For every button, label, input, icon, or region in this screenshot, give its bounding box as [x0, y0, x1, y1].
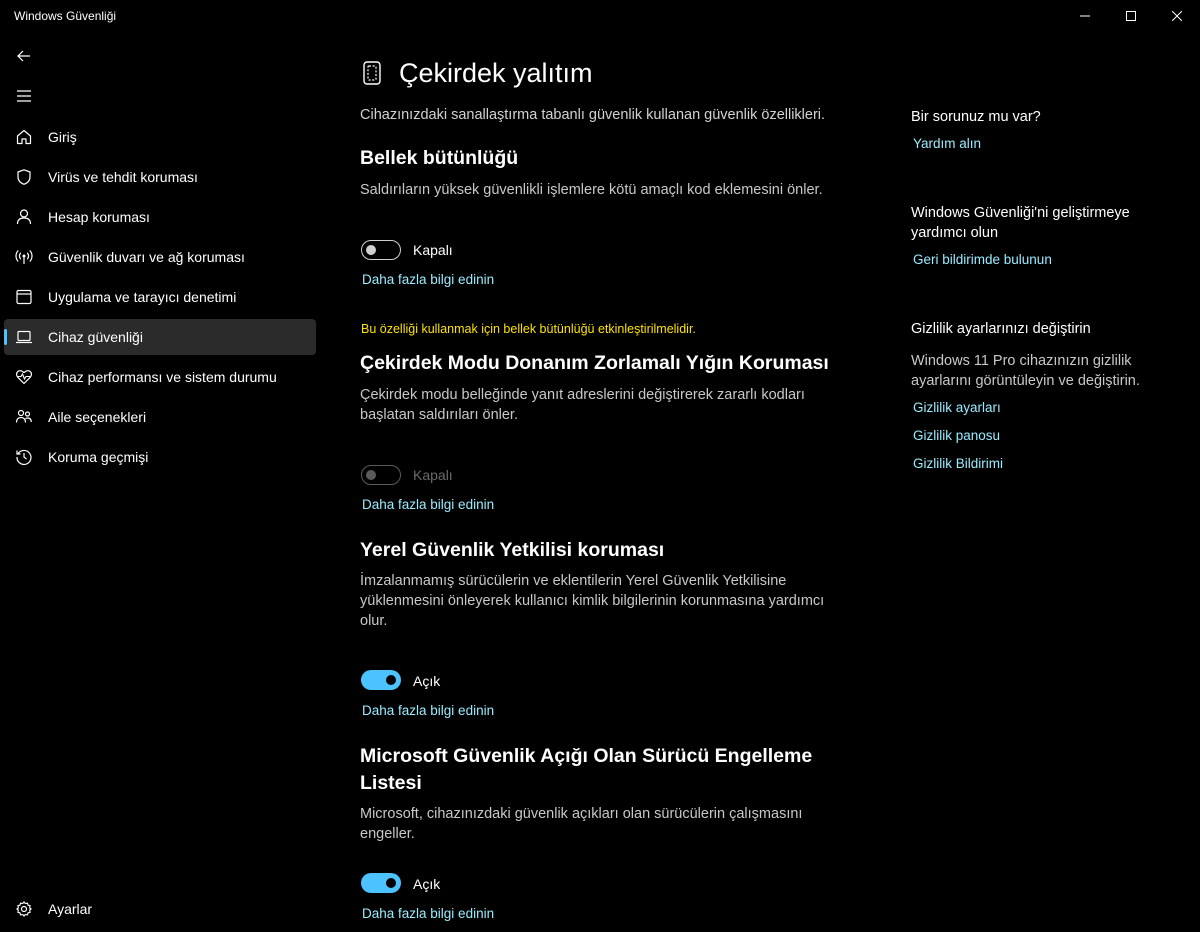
- antenna-icon: [14, 247, 34, 267]
- hamburger-menu-icon: [16, 89, 32, 103]
- minimize-icon: [1080, 11, 1090, 21]
- kernel-stack-protection-toggle: [361, 465, 401, 485]
- sidebar-item-home[interactable]: [4, 119, 316, 155]
- lsa-learn-more-link[interactable]: Daha fazla bilgi edinin: [362, 703, 495, 718]
- privacy-settings-link[interactable]: Gizlilik ayarları: [913, 400, 1001, 415]
- sidebar-item-app-browser-control[interactable]: [4, 279, 316, 315]
- memory-integrity-toggle[interactable]: [361, 240, 401, 260]
- get-help-link[interactable]: Yardım alın: [913, 136, 982, 151]
- sidebar-item-family-options[interactable]: [4, 399, 316, 435]
- home-icon: [14, 127, 34, 147]
- sidebar-item-firewall[interactable]: [4, 239, 316, 275]
- driver-blocklist-description: Microsoft, cihazınızdaki güvenlik açıkları olan sürücülerin çalışmasını engeller.: [360, 806, 803, 842]
- driver-blocklist-toggle-label: Açık: [413, 876, 441, 892]
- warning-text: Bu özelliği kullanmak için bellek bütünlüğü etkinleştirilmelidir.: [361, 322, 696, 336]
- sidebar-item-label: Ayarlar: [48, 901, 93, 917]
- sidebar-item-settings[interactable]: [4, 891, 316, 927]
- title-bar: [0, 0, 1200, 32]
- sidebar-item-virus-protection[interactable]: [4, 159, 316, 195]
- sidebar-item-label: Virüs ve tehdit koruması: [48, 169, 198, 185]
- driver-blocklist-learn-more-link[interactable]: Daha fazla bilgi edinin: [362, 906, 495, 921]
- privacy-description: Windows 11 Pro cihazınızın gizlilik ayarlarını görüntüleyin ve değiştirin.: [911, 353, 1140, 389]
- sidebar-item-label: Güvenlik duvarı ve ağ koruması: [48, 249, 245, 265]
- sidebar-item-account-protection[interactable]: [4, 199, 316, 235]
- heart-pulse-icon: [14, 367, 34, 387]
- privacy-heading: Gizlilik ayarlarınızı değiştirin: [911, 321, 1091, 337]
- memory-integrity-title: Bellek bütünlüğü: [360, 147, 519, 169]
- kernel-stack-learn-more-link[interactable]: Daha fazla bilgi edinin: [362, 497, 495, 512]
- memory-integrity-learn-more-link[interactable]: Daha fazla bilgi edinin: [362, 272, 495, 287]
- driver-blocklist-toggle[interactable]: [361, 873, 401, 893]
- kernel-stack-protection-toggle-label: Kapalı: [413, 467, 453, 483]
- maximize-button[interactable]: [1108, 0, 1154, 32]
- core-isolation-icon: [360, 60, 384, 86]
- back-button[interactable]: [4, 38, 44, 74]
- sidebar-item-label: Uygulama ve tarayıcı denetimi: [48, 289, 237, 305]
- kernel-stack-protection-description: Çekirdek modu belleğinde yanıt adreslerini değiştirerek zararlı kodları başlatan saldırıları önler.: [360, 387, 805, 423]
- page-title: Çekirdek yalıtım: [399, 58, 593, 88]
- selection-indicator: [4, 329, 7, 345]
- person-icon: [14, 207, 34, 227]
- gear-icon: [14, 899, 34, 919]
- lsa-protection-description: İmzalanmamış sürücülerin ve eklentilerin Yerel Güvenlik Yetkilisine yüklenmesini önleyerek kullanıcı kimlik bilgilerinin korunmasına yardımcı olur.: [360, 573, 825, 629]
- app-browser-icon: [14, 287, 34, 307]
- lsa-protection-title: Yerel Güvenlik Yetkilisi koruması: [360, 539, 665, 561]
- privacy-statement-link[interactable]: Gizlilik Bildirimi: [913, 456, 1003, 471]
- close-icon: [1172, 11, 1182, 21]
- history-icon: [14, 447, 34, 467]
- toggle-knob: [366, 245, 376, 255]
- family-icon: [14, 407, 34, 427]
- sidebar-item-label: Aile seçenekleri: [48, 409, 147, 425]
- close-button[interactable]: [1154, 0, 1200, 32]
- sidebar-item-label: Hesap koruması: [48, 209, 150, 225]
- sidebar-item-label: Giriş: [48, 129, 77, 145]
- window-title: Windows Güvenliği: [14, 9, 117, 23]
- feedback-heading: Windows Güvenliği'ni geliştirmeye yardımcı olun: [911, 205, 1130, 241]
- privacy-dashboard-link[interactable]: Gizlilik panosu: [913, 428, 1001, 443]
- sidebar-item-protection-history[interactable]: [4, 439, 316, 475]
- sidebar-item-label: Cihaz performansı ve sistem durumu: [48, 369, 277, 385]
- sidebar-item-device-security[interactable]: [4, 319, 316, 355]
- back-arrow-icon: [16, 48, 32, 64]
- lsa-protection-toggle[interactable]: [361, 670, 401, 690]
- maximize-icon: [1126, 11, 1136, 21]
- help-heading: Bir sorunuz mu var?: [911, 109, 1041, 125]
- shield-icon: [14, 167, 34, 187]
- laptop-icon: [14, 327, 34, 347]
- sidebar-item-label: Cihaz güvenliği: [48, 329, 143, 345]
- toggle-knob: [386, 675, 396, 685]
- lsa-protection-toggle-label: Açık: [413, 673, 441, 689]
- toggle-knob: [386, 878, 396, 888]
- minimize-button[interactable]: [1062, 0, 1108, 32]
- toggle-knob: [366, 470, 376, 480]
- menu-button[interactable]: [4, 78, 44, 114]
- memory-integrity-description: Saldırıların yüksek güvenlikli işlemlere kötü amaçlı kod eklemesini önler.: [360, 182, 823, 198]
- driver-blocklist-title: Microsoft Güvenlik Açığı Olan Sürücü Engelleme Listesi: [360, 745, 813, 794]
- sidebar-item-device-performance[interactable]: [4, 359, 316, 395]
- sidebar-item-label: Koruma geçmişi: [48, 449, 149, 465]
- memory-integrity-toggle-label: Kapalı: [413, 242, 453, 258]
- kernel-stack-protection-title: Çekirdek Modu Donanım Zorlamalı Yığın Koruması: [360, 352, 829, 374]
- give-feedback-link[interactable]: Geri bildirimde bulunun: [913, 252, 1052, 267]
- page-description: Cihazınızdaki sanallaştırma tabanlı güvenlik kullanan güvenlik özellikleri.: [360, 107, 826, 123]
